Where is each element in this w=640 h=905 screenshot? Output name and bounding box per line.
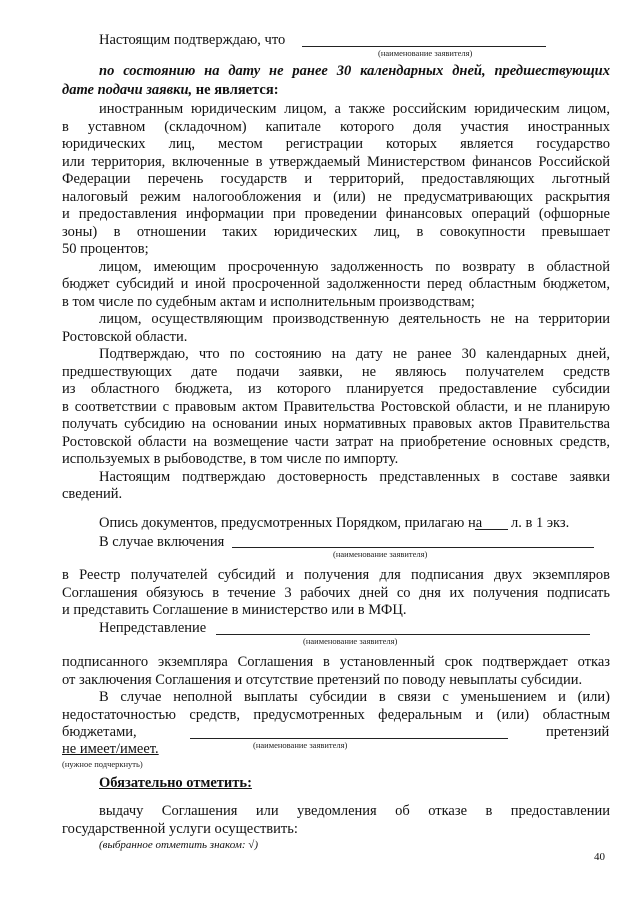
inventory-tail: л. в 1 экз. [511,515,570,531]
mandatory-line-2: государственной услуги осуществить: [62,821,298,837]
partial-claims: претензий [546,724,610,740]
nonsubmission-label: Непредставление [99,620,207,636]
page-number: 40 [594,851,605,863]
applicant-name-line[interactable] [302,46,546,47]
state-line-1: по состоянию на дату не ранее 30 календарных дней, предшествующих [99,63,610,79]
confirm-intro: Настоящим подтверждаю, что [99,32,286,48]
partial-budgets: бюджетами, [62,724,137,740]
mandatory-line-1: выдачу Соглашения или уведомления об отказе в предоставлении [99,803,610,819]
applicant-caption: (наименование заявителя) [378,48,473,58]
document-page: Настоящим подтверждаю, что (наименование заявителя) по состоянию на дату не ранее 30 календарных дней, предшествующих дате подачи заявки, не является: иностранным юридическим лицом, а также российским юридическим лицом, в уставном (складочном) капитале которого доля участия иностранных юридических лиц, местом регистрации которых является государство или территория, включенные в утверждаемый Министерством финансов Российской Федерации перечень государств и территорий, предоставляющих льготный налоговый режим налогообложения и (или) не предусматривающих раскрытия и предоставления информации при проведении финансовых операций (офшорные зоны) в отношении таких юридических лиц, в совокупности превышает 50 процентов; лицом, имеющим просроченную задолженность по возврату в областной бюджет субсидий и иной просроченной задолженности перед областным бюджетом, в том числе по судебным актам и исполнительным производствам; лицом, осуществляющим производственную деятельность не на территории Ростовской области. Подтверждаю, что по состоянию на дату не ранее 30 календарных дней, предшествующих дате подачи заявки, не являюсь получателем средств из областного бюджета, из которого планируется предоставление субсидии в соответствии с правовым актом Правительства Ростовской области, и не планирую получать субсидию на основании иных нормативных правовых актов Правительства Ростовской области на возмещение части затрат на приобретение основных средств, используемых в рыбоводстве, в том числе по импорту. Настоящим подтверждаю достоверность представленных в составе заявки сведений. Опись документов, предусмотренных Порядком, прилагаю на л. в 1 экз. В случае включения (наименование заявителя) в Реестр получателей субсидий и получения для подписания двух экземпляров Соглашения обязуюсь в течение 3 рабочих дней со дня их получения подписать и представить Соглашение в министерство или в МФЦ. Непредставление (наименование заявителя) подписанного экземпляра Соглашения в установленный срок подтверждает отказ от заключения Соглашения и отсутствие претензий по поводу невыплаты субсидии. В случае неполной выплаты субсидии в связи с уменьшением и (или) недостаточностью средств, предусмотренных федеральным и (или) областным бюджетами, претензий (наименование заявителя) не имеет/имеет. (нужное подчеркнуть) Обязательно отметить: выдачу Соглашения или уведомления об отказе в предоставлении государственной услуги осуществить: (выбранное отметить знаком: √) 40 [62,32,610,863]
mandatory-heading: Обязательно отметить: [99,775,252,791]
mandatory-note: (выбранное отметить знаком: √) [99,839,259,851]
has-not-has[interactable]: не имеет/имеет. [62,741,159,757]
inclusion-label: В случае включения [99,534,225,550]
nonsubmission-name-line[interactable] [216,634,590,635]
inclusion-caption: (наименование заявителя) [333,549,428,559]
inventory-text: Опись документов, предусмотренных Порядком, прилагаю на [99,515,483,531]
inclusion-name-line[interactable] [232,547,594,548]
inventory-pages-line[interactable] [475,529,508,530]
partial-line-2: недостаточностью средств, предусмотренных федеральным и (или) областным [62,707,610,723]
partial-line-1: В случае неполной выплаты субсидии в связи с уменьшением и (или) [99,689,610,705]
underline-note: (нужное подчеркнуть) [62,759,143,769]
state-line-2: дате подачи заявки, не является: [62,82,279,98]
nonsubmission-caption: (наименование заявителя) [303,636,398,646]
partial-caption: (наименование заявителя) [253,740,348,750]
partial-name-line[interactable] [190,738,508,739]
